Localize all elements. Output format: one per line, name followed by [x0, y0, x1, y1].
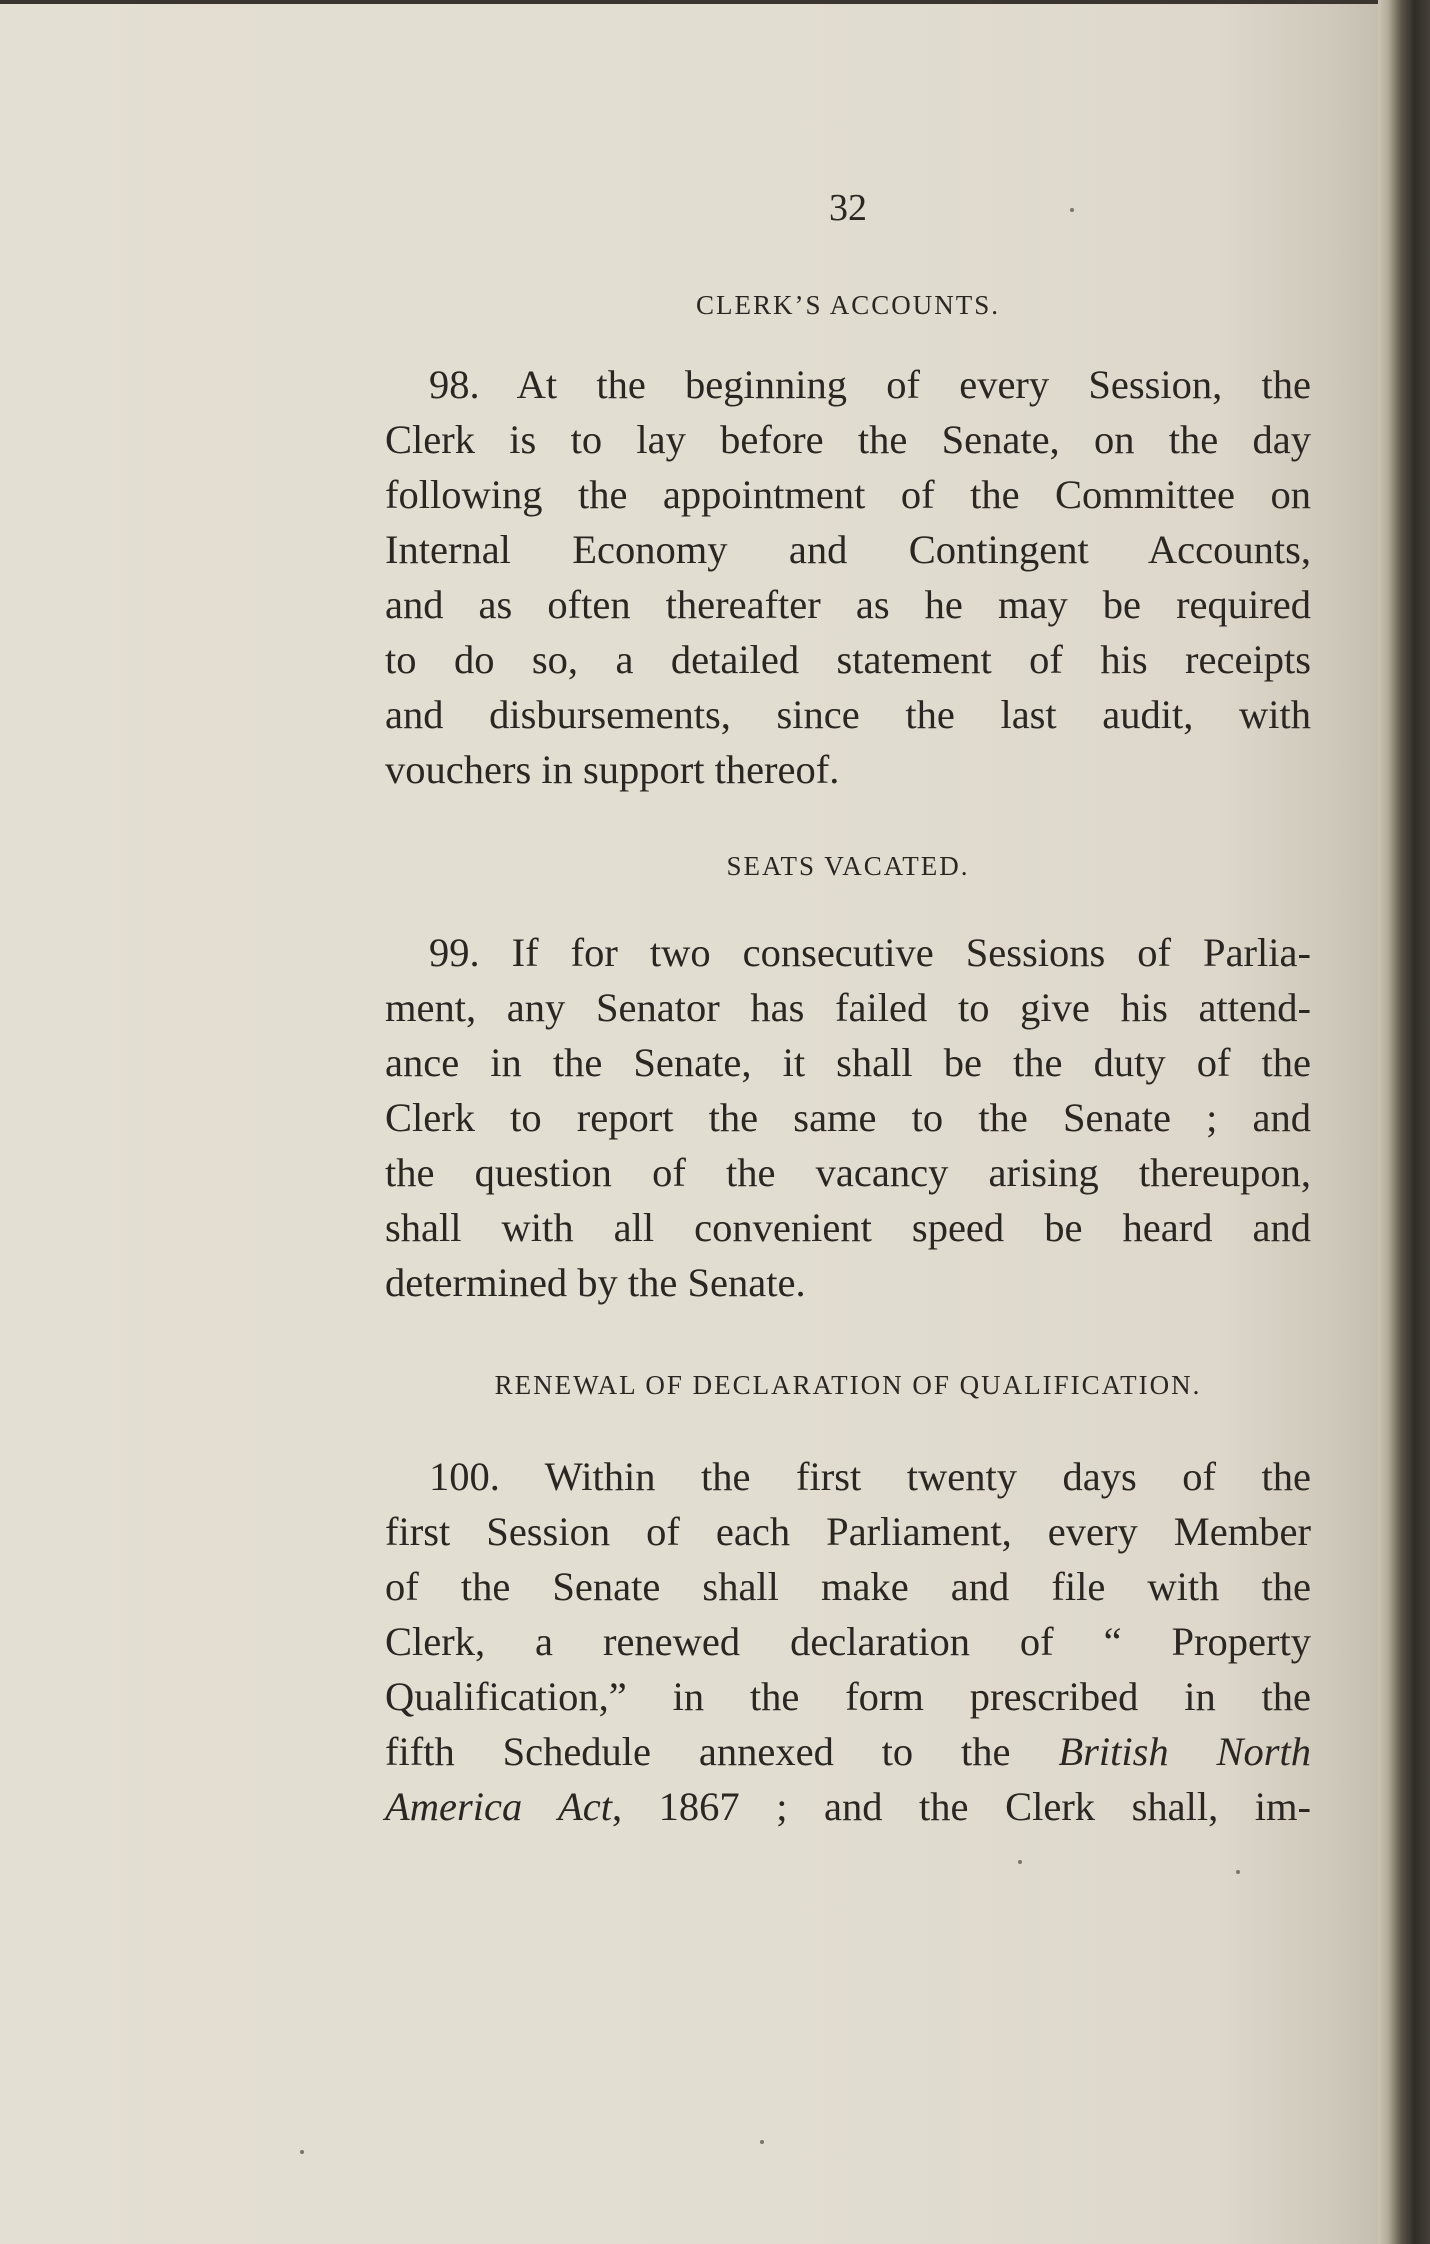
paragraph-line: Clerk to report the same to the Senate ; and [385, 1095, 1311, 1140]
paragraph-line: 98. At the beginning of every Session, the [429, 362, 1311, 407]
paragraph-line: and disbursements, since the last audit, with [385, 692, 1311, 737]
page-number: 32 [829, 187, 867, 229]
paragraph-line: fifth Schedule annexed to the British North [385, 1729, 1312, 1774]
book-spine-shadow [1378, 0, 1430, 2244]
italic-act-title-part-2: America Act [385, 1784, 612, 1829]
page-top-edge [0, 0, 1430, 4]
paper-speck [1070, 208, 1074, 212]
paragraph-line: Clerk is to lay before the Senate, on the day [385, 417, 1311, 462]
paper-speck [760, 2140, 764, 2144]
paragraph-line: and as often thereafter as he may be required [385, 582, 1311, 627]
paragraph-line: the question of the vacancy arising thereupon, [385, 1150, 1311, 1195]
paragraph-line: shall with all convenient speed be heard and [385, 1205, 1311, 1250]
paragraph-line: to do so, a detailed statement of his receipts [385, 637, 1311, 682]
paragraph-line: 99. If for two consecutive Sessions of Parlia- [429, 930, 1311, 975]
paragraph-line: of the Senate shall make and file with the [385, 1564, 1311, 1609]
paragraph-line: 100. Within the first twenty days of the [429, 1454, 1311, 1499]
paragraph-line: first Session of each Parliament, every Member [385, 1509, 1311, 1554]
paragraph-line: Internal Economy and Contingent Accounts, [385, 527, 1311, 572]
italic-act-title-part-1: British North [1058, 1729, 1312, 1774]
paper-speck [1018, 1860, 1022, 1864]
paragraph-100 [385, 1449, 1311, 1834]
paragraph-line: Qualification,” in the form prescribed in the [385, 1674, 1311, 1719]
paper-speck [1236, 1870, 1240, 1874]
paragraph-98 [385, 357, 1311, 797]
paragraph-99 [385, 925, 1311, 1310]
paragraph-line: vouchers in support thereof. [385, 747, 840, 792]
section-heading-seats-vacated: SEATS VACATED. [726, 851, 970, 881]
section-heading-clerks-accounts: CLERK’S ACCOUNTS. [695, 290, 1001, 320]
paragraph-line: following the appointment of the Committee on [385, 472, 1311, 517]
paragraph-line: ance in the Senate, it shall be the duty of the [385, 1040, 1311, 1085]
paragraph-line: America Act, 1867 ; and the Clerk shall, im- [385, 1784, 1312, 1829]
paper-speck [300, 2150, 304, 2154]
paragraph-line: Clerk, a renewed declaration of “ Property [385, 1619, 1311, 1664]
paragraph-line: determined by the Senate. [385, 1260, 806, 1305]
paragraph-line: ment, any Senator has failed to give his attend- [385, 985, 1311, 1030]
section-heading-renewal-of-declaration: RENEWAL OF DECLARATION OF QUALIFICATION. [494, 1370, 1202, 1400]
